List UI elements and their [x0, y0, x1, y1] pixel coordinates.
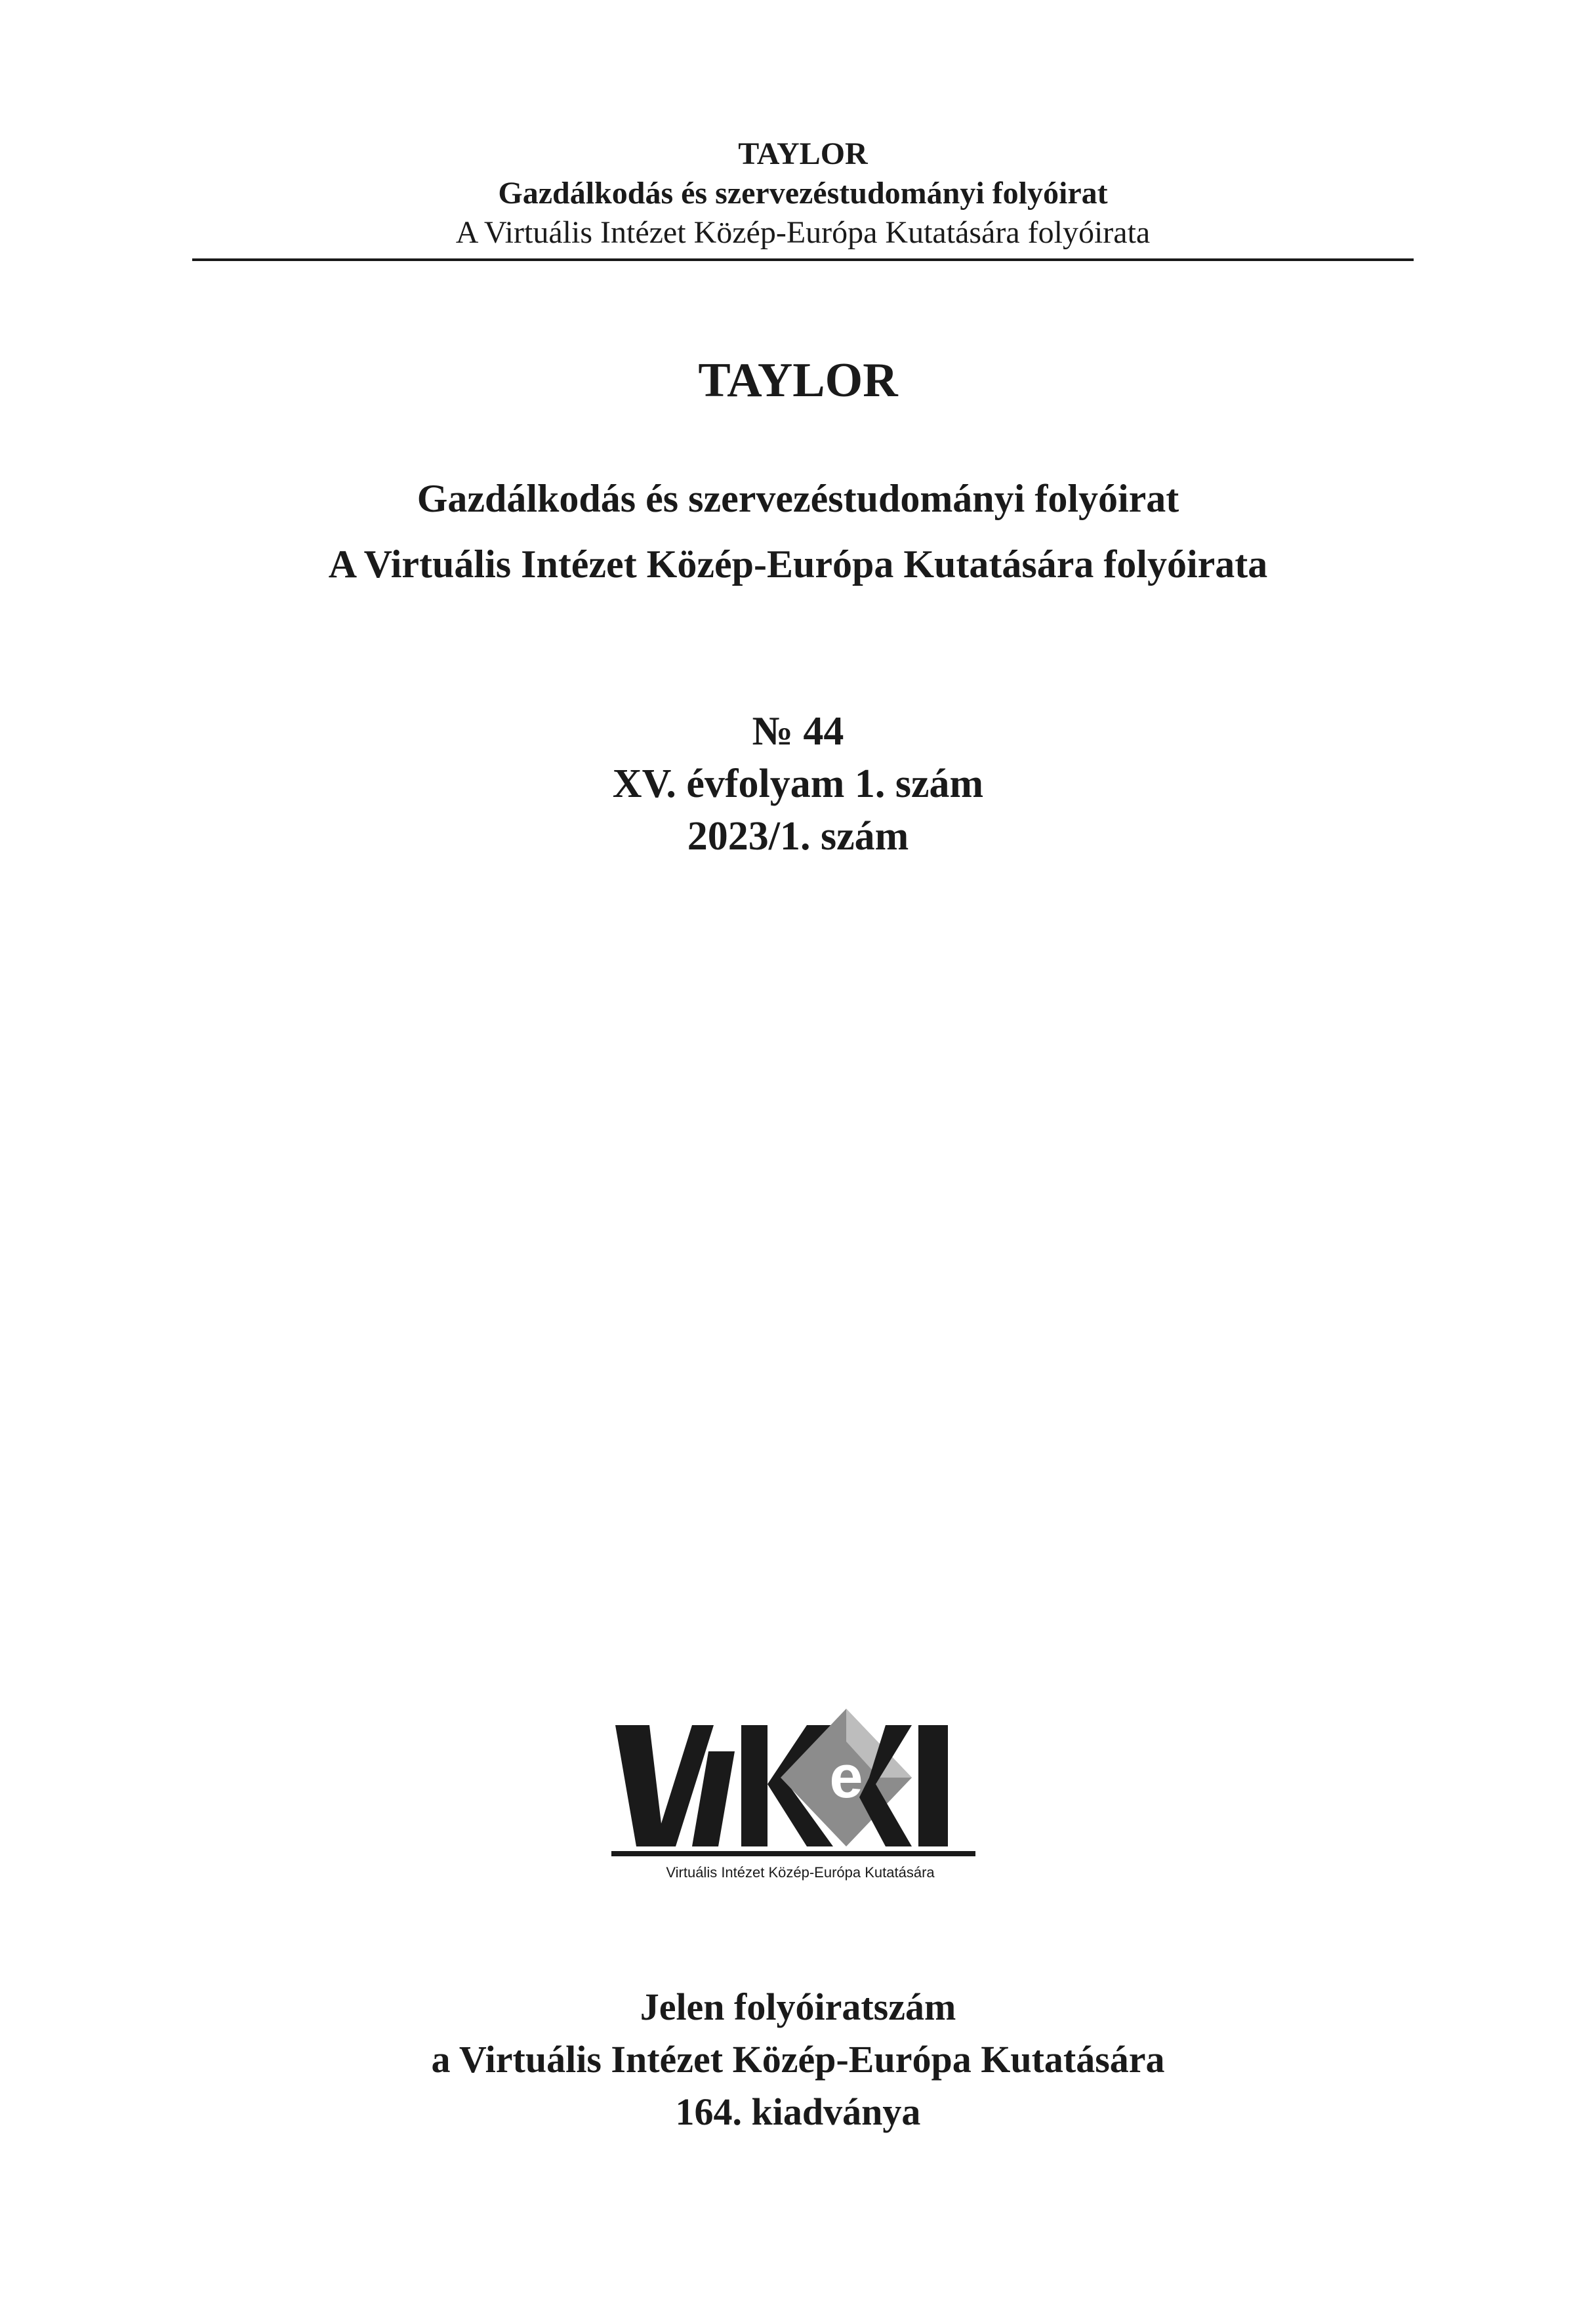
issue-number: № 44: [752, 709, 844, 754]
vikek-logo: [610, 1705, 991, 1896]
issue-year: 2023/1. szám: [687, 814, 909, 859]
publication-note-line-1: Jelen folyóiratszám: [640, 1986, 956, 2028]
publication-note-line-3: 164. kiadványa: [675, 2090, 921, 2133]
subtitle-line-2: A Virtuális Intézet Közép-Európa Kutatására folyóirata: [328, 542, 1268, 586]
issue-volume: XV. évfolyam 1. szám: [612, 762, 984, 806]
logo-letter-e: e: [829, 1743, 863, 1810]
running-header-publisher: A Virtuális Intézet Közép-Európa Kutatására folyóirata: [455, 215, 1151, 250]
publication-note: [131, 1981, 1465, 2138]
journal-title: TAYLOR: [698, 354, 898, 407]
journal-subtitle: [131, 466, 1465, 597]
running-header: [192, 134, 1414, 253]
vikek-logo-mark: [610, 1705, 991, 1863]
issue-info: [131, 705, 1465, 863]
subtitle-line-1: Gazdálkodás és szervezéstudományi folyóirat: [417, 477, 1179, 520]
logo-letter-k-right: [918, 1725, 948, 1846]
logo-letter-k-left: [741, 1725, 767, 1846]
publication-note-line-2: a Virtuális Intézet Közép-Európa Kutatására: [431, 2038, 1165, 2081]
logo-underline: [611, 1851, 975, 1856]
logo-caption: Virtuális Intézet Közép-Európa Kutatására: [666, 1864, 935, 1881]
running-header-journal-name: TAYLOR: [738, 136, 868, 171]
page-title: [131, 351, 1465, 410]
running-header-subtitle: Gazdálkodás és szervezéstudományi folyóirat: [498, 176, 1108, 211]
header-divider: [192, 258, 1414, 261]
